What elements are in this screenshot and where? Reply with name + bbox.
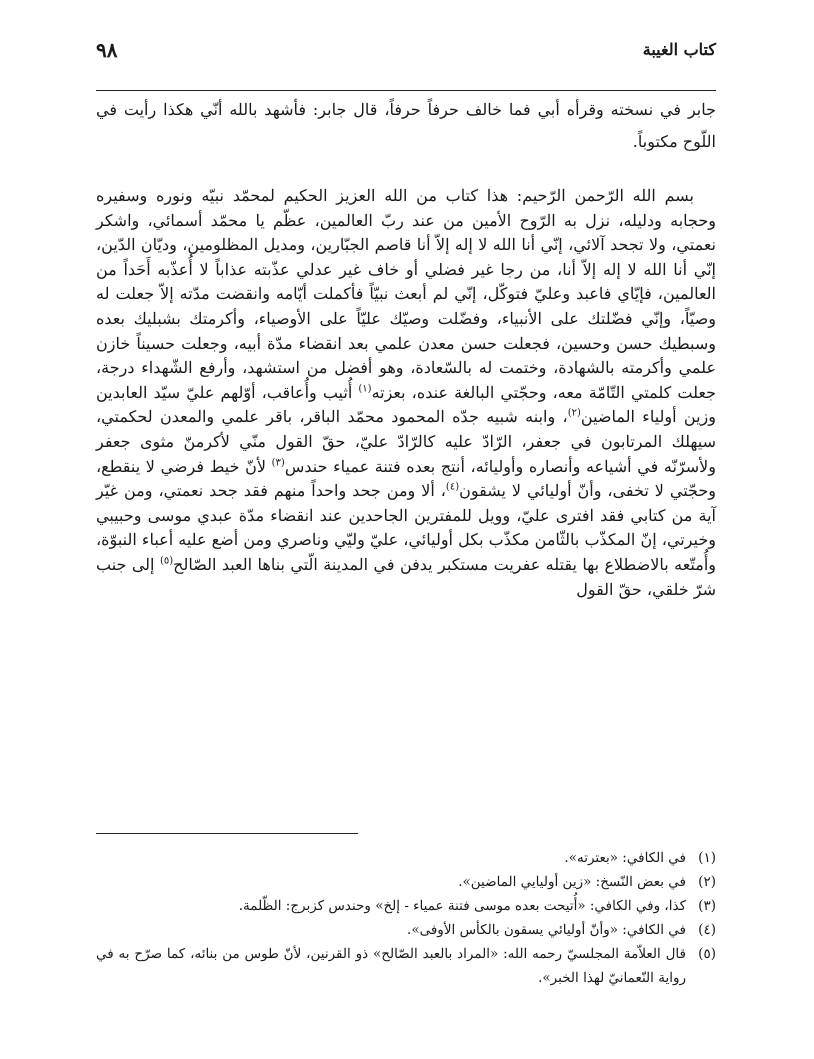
page-number: ٩٨: [96, 38, 118, 62]
footnote: [96, 870, 716, 894]
opening-paragraph: جابر في نسخته وقرأه أبي فما خالف حرفاً حرفاً، قال جابر: فأشهد بالله أنّي هكذا رأيت في اللّوح مكتوباً.: [96, 100, 716, 151]
body-text-segment: إلى جنب شرّ خلقي، حقّ القول: [96, 554, 716, 599]
footnote-number: (٣): [698, 898, 716, 914]
footnote-text: قال العلاّمة المجلسيّ رحمه الله: «المراد بالعبد الصّالح» ذو القرنين، لأنّ طوس من بنائه، كما صرّح به في رواية النّعمانيّ لهذا الخبر».: [96, 946, 686, 986]
body-text-segment: بسم الله الرّحمن الرّحيم: هذا كتاب من الله العزيز الحكيم لمحمّد نبيّه ونوره وسفيره وحجابه ودليله، نزل به الرّوح الأمين من عند ربّ العالمين، عظّم يا محمّد أسمائي، واشكر نعمتي، ولا تجحد آلائي، إنّي أنا الله لا إله إلاّ أنا قاصم الجبّارين، ومديل المظلومين، وديّان الدّين، إنّي أنا الله لا إله إلاّ أنا، من رجا غير فضلي أو خاف غير عدلي عذّبته عذاباً لا أُعذّبه أَحَداً من العالمين، فإيّاي فاعبد وعليّ فتوكّل، إنّي لم أبعث نبيّاً فأكملت أيّامه وانقضت مدّته إلاّ جعلت له وصيّاً، وإنّي فضّلتك على الأنبياء، وفضّلت وصيّك عليّاً على الأوصياء، وأكرمتك بشبليك بعده وسبطيك حسن وحسين، فجعلت حسن معدن علمي بعد انقضاء مدّة أبيه، وجعلت حسيناً خازن علمي وأكرمته بالشهادة، وختمت له بالسّعادة، وهو أفضل من استشهد، وأرفع الشّهداء درجة، جعلت كلمتي التّامّة معه، وحجّتي البالغة عنده، بعزته: [96, 186, 716, 402]
footnote-ref-4: (٤): [445, 481, 460, 493]
book-page: [96, 38, 716, 1038]
body-text-segment: ، وابنه شبيه جدّه المحمود محمّد الباقر، باقر علمي والمعدن لحكمتي، سيهلك المرتابون في جعفر، الرّادّ عليه كالرّادّ عليّ، حقّ القول منّي لأكرمنّ مثوى جعفر ولأسرّنّه في أشياعه وأنصاره وأوليائه، أنتج بعده فتنة عمياء حندس: [96, 407, 716, 476]
footnote-ref-2: (٢): [567, 408, 581, 420]
footnote: [96, 942, 716, 990]
footnote-ref-1: (١): [358, 383, 372, 395]
footnote-ref-5: (٥): [159, 555, 174, 567]
footnote: [96, 894, 716, 918]
footnote-number: (١): [698, 850, 716, 866]
footnote-text: في بعض النّسخ: «زين أوليايي الماضين».: [458, 874, 686, 890]
footnote-text: في الكافي: «بعترته».: [564, 850, 686, 866]
footnotes: [96, 846, 716, 990]
footnote: [96, 918, 716, 942]
running-title: كتاب الغيبة: [642, 40, 716, 59]
main-text: [96, 184, 716, 602]
page-header: [96, 38, 716, 66]
body-text-segment: أُثيب وأُعاقب، أوّلهم عليّ سيّد العابدين وزين أولياء الماضين: [96, 382, 716, 427]
body-text-segment: لأنّ خيط فرضي لا ينقطع، وحجّتي لا تخفى، وأنّ أوليائي لا يشقون: [96, 456, 716, 501]
footnote-number: (٥): [698, 946, 716, 962]
footnote-ref-3: (٣): [271, 457, 285, 469]
footnote-number: (٢): [698, 874, 716, 890]
header-rule: [96, 90, 716, 91]
footnote-text: كذا، وفي الكافي: «أُتيحت بعده موسى فتنة عمياء - إلخ» وحندس كزبرج: الظّلمة.: [238, 898, 686, 914]
footnote-separator: [96, 833, 358, 834]
footnote: [96, 846, 716, 870]
footnote-text: في الكافي: «وأنّ أوليائي يسقون بالكأس الأوفى».: [407, 922, 686, 938]
footnote-number: (٤): [698, 922, 716, 938]
body-paragraph: [96, 184, 716, 602]
body-text-segment: ، ألا ومن جحد واحداً منهم فقد جحد نعمتي، ومن غيّر آية من كتابي فقد افترى عليّ، وويل للمفترين الجاحدين عند انقضاء مدّة عبدي موسى وحبيبي وخيرتي، إنّ المكذّب بالثّامن مكذّب بكل أوليائي، عليّ وليّي وناصري ومن أضع عليه أعباء النبوّة، وأُمتّعه بالاضطلاع بها يقتله عفريت مستكبر يدفن في المدينة الّتي بناها العبد الصّالح: [96, 481, 717, 574]
